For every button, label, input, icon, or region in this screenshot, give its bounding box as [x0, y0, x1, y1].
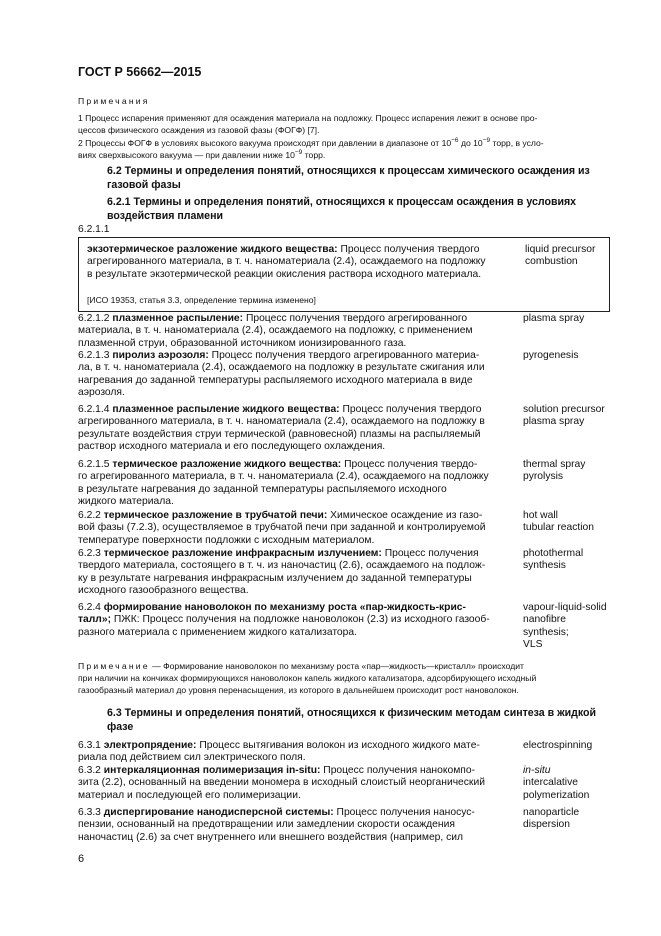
notes-label: Примечания — [78, 96, 150, 106]
boxed-term-6-2-1-1 — [78, 237, 610, 312]
note-1-line-1: 1 Процесс испарения применяют для осаждения материала на подложку. Процесс испарения лежит в основе про- — [78, 113, 538, 124]
section-6-3-heading: 6.3 Термины и определения понятий, относящихся к физическим методам синтеза в жидкой фазе — [107, 707, 596, 733]
notes-block — [78, 95, 586, 161]
note-1-line-2: цессов физического осаждения из газовой фазы (ФОГФ) [7]. — [78, 125, 320, 136]
page-number: 6 — [78, 853, 85, 865]
section-6-2-heading: 6.2 Термины и определения понятий, относящихся к процессам химического осаждения из газовой фазы — [107, 165, 590, 191]
english-equivalent: liquid precursor combustion — [525, 244, 596, 268]
note-vls: Примечание — Формирование нановолокон по механизму роста «пар—жидкость—кристалл» происходит при наличии на кончиках формирующихся нановолокон капель жидкого катализатора, адсорбирующего исходный газообразный материал до уровня перенасыщения, из которого в дальнейшем происходит рост нановолокон. — [78, 661, 537, 696]
note-2-line-1: 2 Процессы ФОГФ в условиях высокого вакуума происходят при давлении в диапазоне от $10^{-6}$ до $10^{-9}$ торр, в усло- — [78, 136, 544, 148]
entry-number-6-2-1-1: 6.2.1.1 — [78, 224, 110, 235]
term-definition: экзотермическое разложение жидкого вещества: Процесс получения твердого агрегированного материала, в т. ч. наноматериала (2.4), осаждаемого на подложку в результате экзотермической реакции окисления раствора исходного материала. — [87, 244, 486, 280]
document-header: ГОСТ Р 56662—2015 — [78, 65, 202, 79]
note-2-line-2: виях сверхвысокого вакуума — при давлении ниже $10^{-9}$ торр. — [78, 148, 326, 160]
source-reference: [ИСО 19353, статья 3.3, определение термина изменено] — [87, 295, 316, 305]
section-6-2-1-heading: 6.2.1 Термины и определения понятий, относящихся к процессам осаждения в условиях воздействия пламени — [107, 196, 577, 222]
